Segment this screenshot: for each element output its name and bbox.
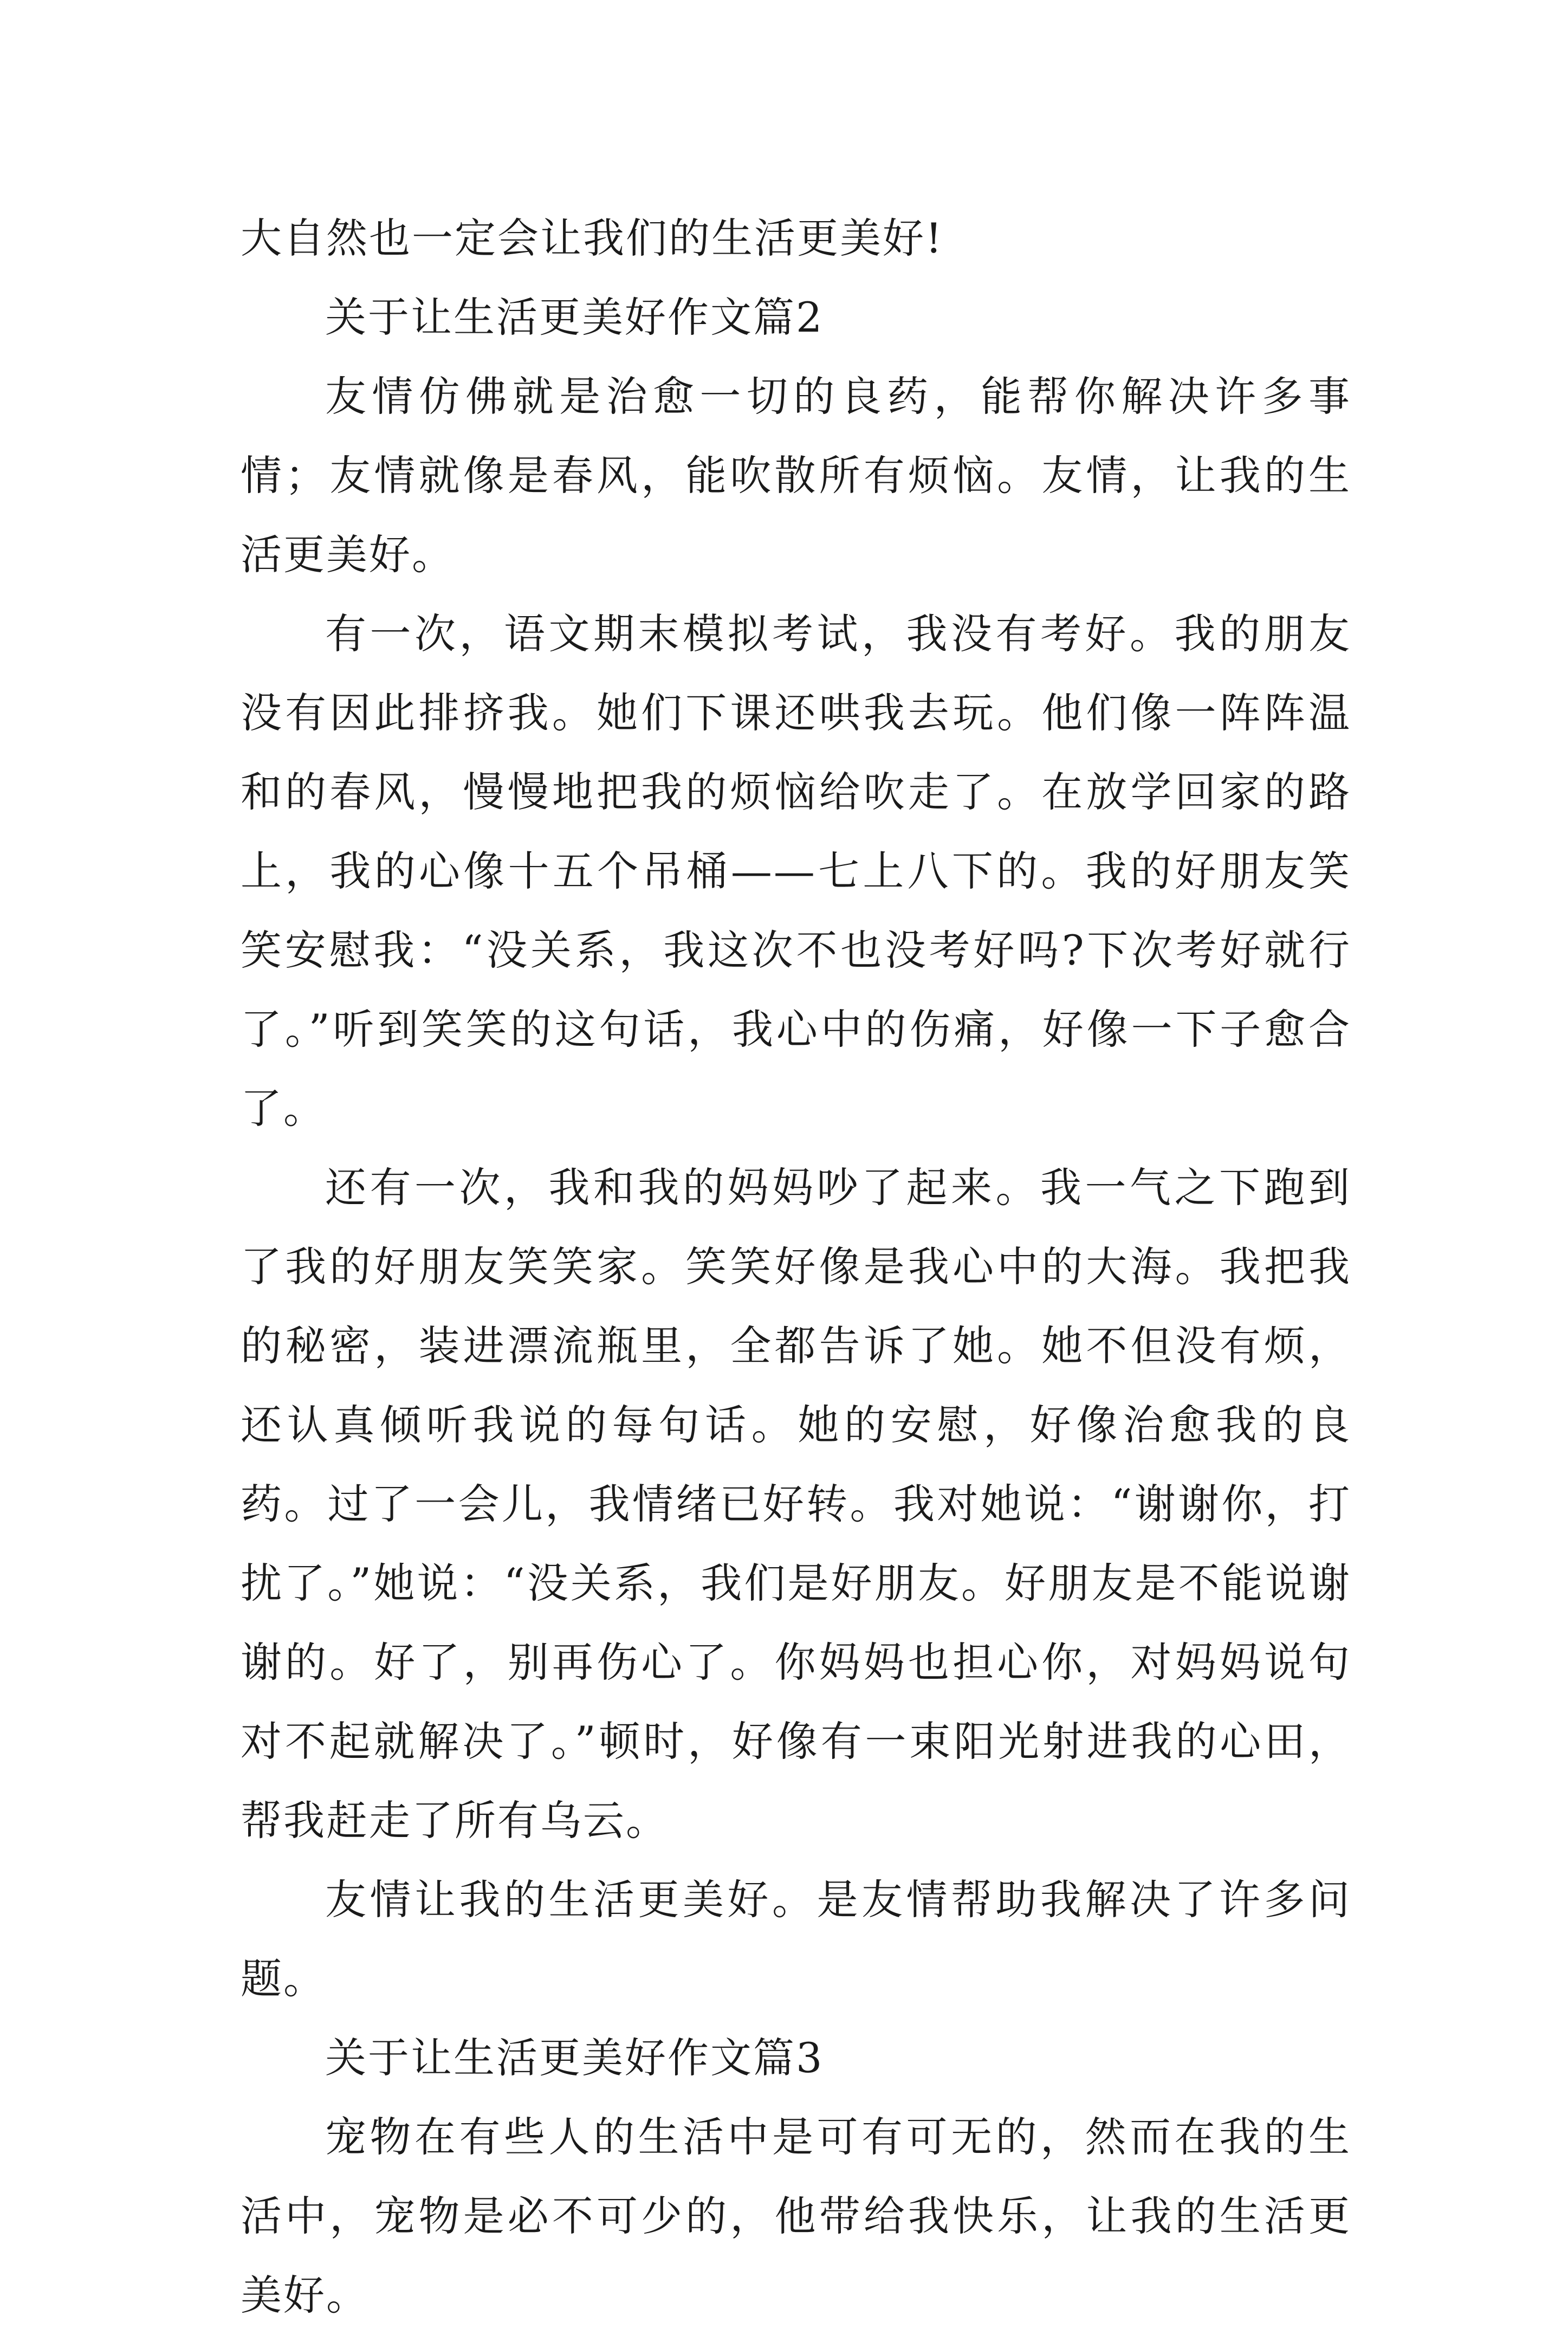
essay2-paragraph-3: 还有一次，我和我的妈妈吵了起来。我一气之下跑到了我的好朋友笑笑家。笑笑好像是我心中的大海。我把我的秘密，装进漂流瓶里，全都告诉了她。她不但没有烦，还认真倾听我说的每句话。她的安慰，好像治愈我的良药。过了一会儿，我情绪已好转。我对她说：“谢谢你，打扰了。”她说：“没关系，我们是好朋友。好朋友是不能说谢谢的。好了，别再伤心了。你妈妈也担心你，对妈妈说句对不起就解决了。”顿时，好像有一束阳光射进我的心田，帮我赶走了所有乌云。	[241, 1163, 1351, 1845]
essay2-paragraph-2: 有一次，语文期末模拟考试，我没有考好。我的朋友没有因此排挤我。她们下课还哄我去玩。他们像一阵阵温和的春风，慢慢地把我的烦恼给吹走了。在放学回家的路上，我的心像十五个吊桶——七上八下的。我的好朋友笑笑安慰我：“没关系，我这次不也没考好吗?下次考好就行了。”听到笑笑的这句话，我心中的伤痛，好像一下子愈合了。	[241, 610, 1351, 1133]
closing-line-prev-essay: 大自然也一定会让我们的生活更美好!	[241, 214, 944, 262]
essay3-paragraph-1: 宠物在有些人的生活中是可有可无的，然而在我的生活中，宠物是必不可少的，他带给我快乐，让我的生活更美好。	[241, 2113, 1351, 2319]
essay2-paragraph-1: 友情仿佛就是治愈一切的良药，能帮你解决许多事情；友情就像是春风，能吹散所有烦恼。友情，让我的生活更美好。	[241, 372, 1351, 579]
essay-title-2: 关于让生活更美好作文篇2	[325, 293, 824, 341]
document-body	[241, 199, 1351, 2335]
essay-title-3: 关于让生活更美好作文篇3	[325, 2034, 824, 2082]
essay2-paragraph-4: 友情让我的生活更美好。是友情帮助我解决了许多问题。	[241, 1875, 1351, 2003]
